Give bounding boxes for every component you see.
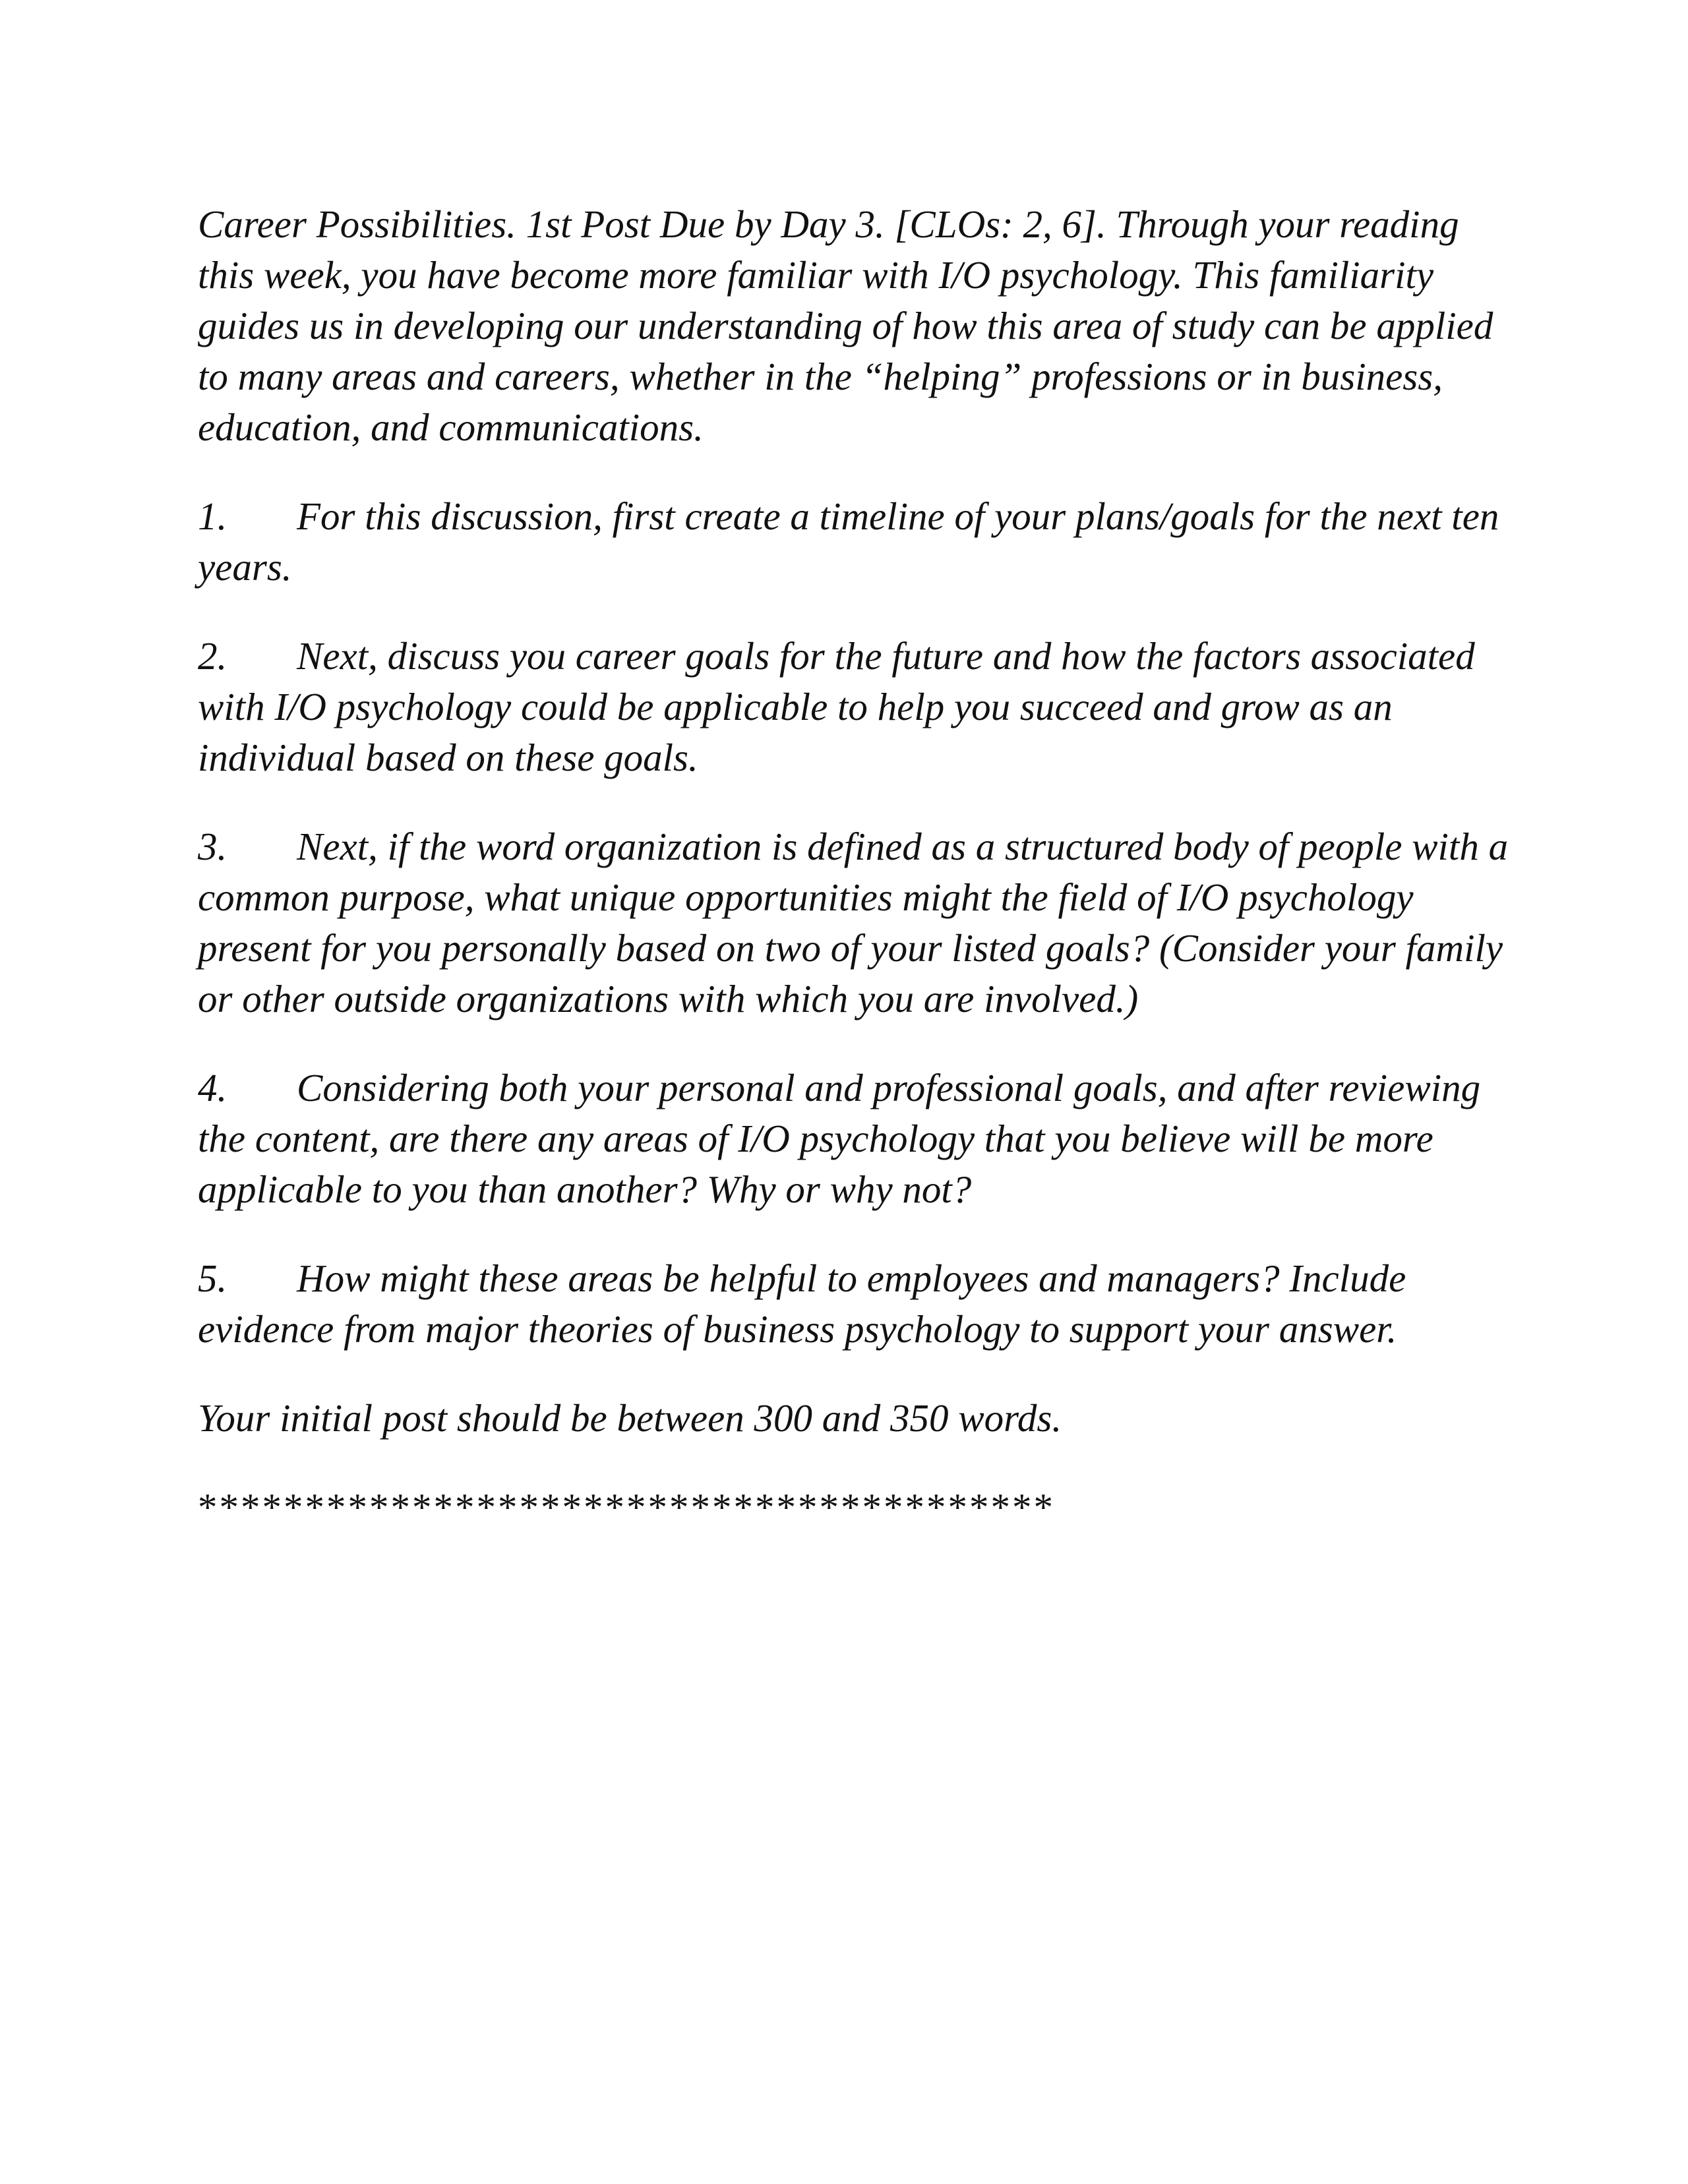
intro-paragraph: Career Possibilities. 1st Post Due by Day 3. [CLOs: 2, 6]. Through your reading this week, you have become more familiar with I/O psychology. This familiarity guides us in developing our understanding of how this area of study can be applied to many areas and careers, whether in the “helping” professions or in business, education, and communications.	[198, 202, 1493, 449]
list-item-number: 3.	[198, 825, 227, 868]
asterisk-separator: ****************************************	[198, 1485, 1055, 1529]
list-item-number: 5.	[198, 1256, 227, 1300]
list-item-4	[198, 1063, 1510, 1215]
list-item-text: For this discussion, first create a timeline of your plans/goals for the next ten years.	[198, 494, 1499, 589]
document-body	[198, 199, 1510, 1533]
list-item-1	[198, 491, 1510, 593]
list-item-2	[198, 631, 1510, 783]
list-item-text: Considering both your personal and professional goals, and after reviewing the content, are there any areas of I/O psychology that you believe will be more applicable to you than another? Why or why not?	[198, 1066, 1481, 1211]
list-item-text: Next, discuss you career goals for the future and how the factors associated with I/O psychology could be applicable to help you succeed and grow as an individual based on these goals.	[198, 634, 1475, 779]
word-count-note: Your initial post should be between 300 and 350 words.	[198, 1396, 1062, 1440]
list-item-text: Next, if the word organization is defined as a structured body of people with a common purpose, what unique opportunities might the field of I/O psychology present for you personally based on two of your listed goals? (Consider your family or other outside organizations with which you are involved.)	[198, 825, 1509, 1020]
list-item-5	[198, 1253, 1510, 1355]
list-item-number: 1.	[198, 494, 227, 538]
list-item-3	[198, 821, 1510, 1024]
list-item-number: 2.	[198, 634, 227, 678]
list-item-text: How might these areas be helpful to employees and managers? Include evidence from major theories of business psychology to support your answer.	[198, 1256, 1406, 1351]
list-item-number: 4.	[198, 1066, 227, 1109]
